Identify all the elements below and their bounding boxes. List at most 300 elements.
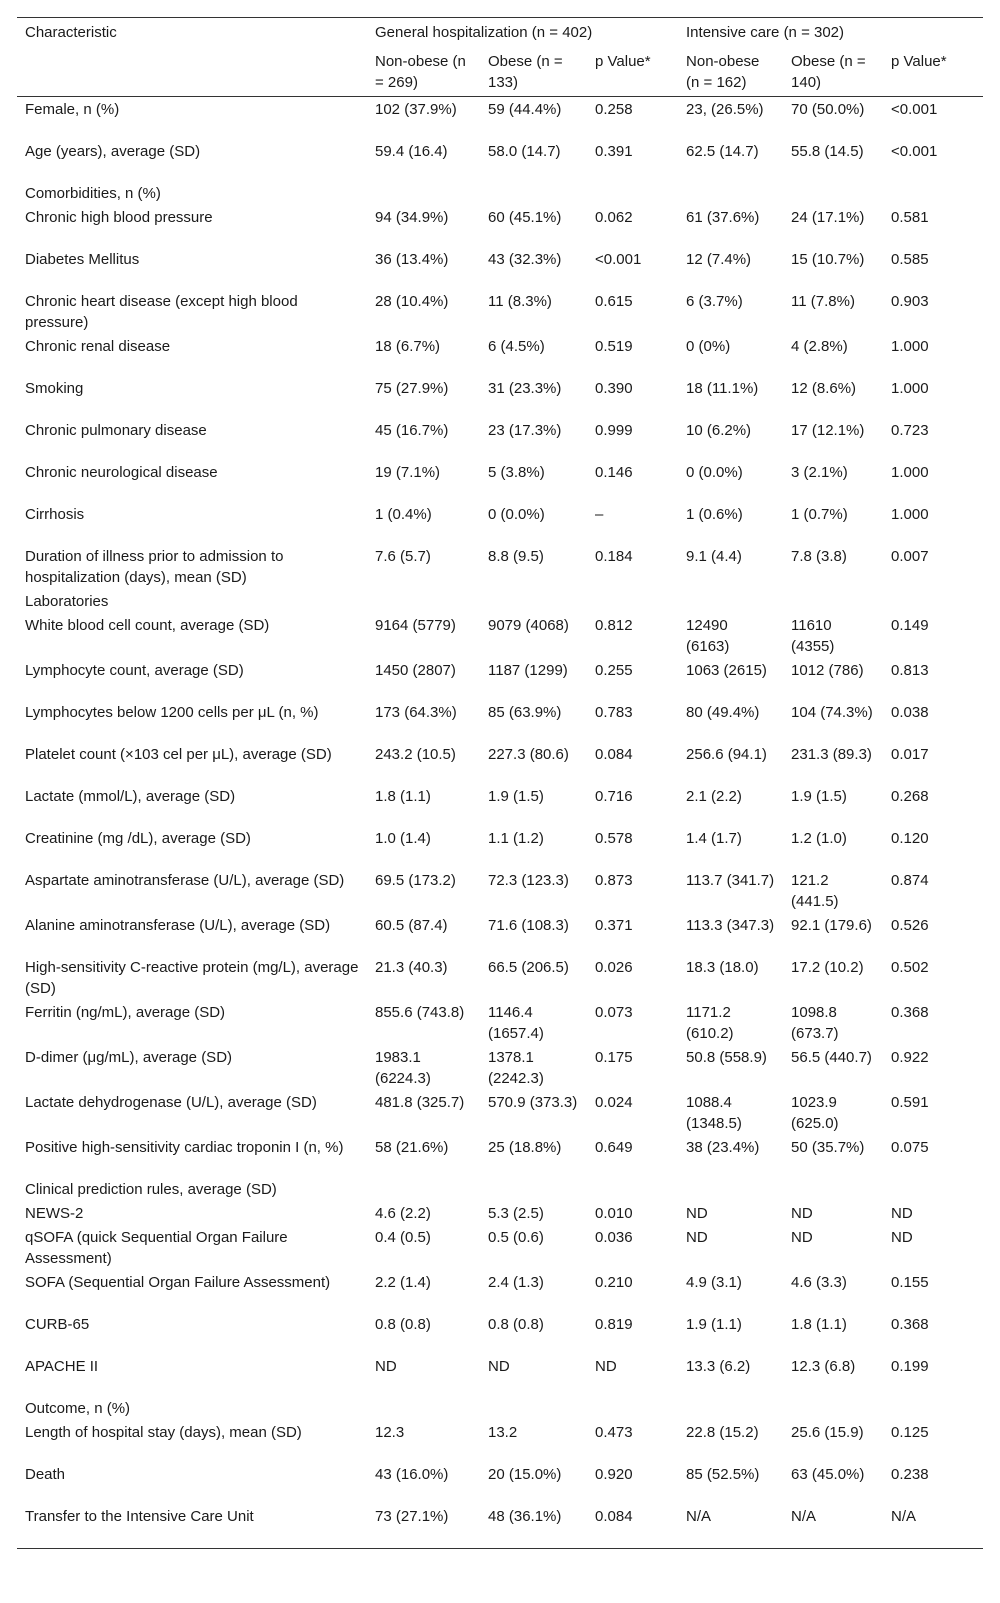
cell-gen-obese xyxy=(480,1396,587,1420)
cell-icu-nonobese: 13.3 (6.2) xyxy=(686,1358,751,1375)
cell-gen-obese: 8.8 (9.5) xyxy=(488,548,544,565)
cell-gen-p: 0.175 xyxy=(595,1049,633,1066)
cell-icu-nonobese: 113.7 (341.7) xyxy=(686,872,775,889)
cell-gen-obese: 227.3 (80.6) xyxy=(488,746,569,763)
cell-gen-p: 0.390 xyxy=(595,380,633,397)
section-row xyxy=(17,589,983,613)
cell-icu-p: 0.075 xyxy=(891,1139,929,1156)
cell-icu-obese xyxy=(783,589,883,613)
table-row xyxy=(17,1420,983,1462)
cell-icu-p: 0.149 xyxy=(891,617,929,634)
row-label: Duration of illness prior to admission to hospitalization (days), mean (SD) xyxy=(25,548,284,586)
cell-gen-nonobese: 19 (7.1%) xyxy=(375,464,441,481)
cell-gen-obese: 11 (8.3%) xyxy=(488,293,552,310)
row-label: Lymphocyte count, average (SD) xyxy=(25,662,244,679)
cell-icu-obese: 55.8 (14.5) xyxy=(791,143,864,160)
cell-icu-nonobese: 38 (23.4%) xyxy=(686,1139,760,1156)
row-label: Platelet count (×103 cel per μL), average (SD) xyxy=(25,746,332,763)
cell-icu-p: 0.007 xyxy=(891,548,929,565)
cell-icu-obese: N/A xyxy=(783,1504,883,1549)
row-label: CURB-65 xyxy=(25,1316,90,1333)
cell-icu-obese: 11 (7.8%) xyxy=(791,293,855,310)
cell-icu-p: 0.038 xyxy=(891,704,929,721)
cell-gen-nonobese: 12.3 xyxy=(375,1424,405,1441)
row-label: Chronic high blood pressure xyxy=(25,209,213,226)
cell-icu-obese: 12 (8.6%) xyxy=(791,380,857,397)
row-label: Creatinine (mg /dL), average (SD) xyxy=(25,830,251,847)
cell-gen-obese: 31 (23.3%) xyxy=(488,380,562,397)
cell-icu-nonobese: 18.3 (18.0) xyxy=(686,959,759,976)
cell-gen-p xyxy=(587,181,678,205)
row-label: Death xyxy=(25,1466,66,1483)
row-label: qSOFA (quick Sequential Organ Failure Assessment) xyxy=(25,1229,288,1267)
section-row xyxy=(17,1177,983,1201)
cell-gen-obese: 1187 (1299) xyxy=(488,662,568,679)
cell-gen-obese: 2.4 (1.3) xyxy=(488,1274,544,1291)
cell-gen-obese: 85 (63.9%) xyxy=(488,704,562,721)
cell-icu-nonobese: 12 (7.4%) xyxy=(686,251,752,268)
table-row xyxy=(17,913,983,955)
table-row xyxy=(17,1354,983,1396)
cell-icu-p xyxy=(883,1396,983,1420)
cell-gen-obese: 58.0 (14.7) xyxy=(488,143,561,160)
cell-gen-p: 0.473 xyxy=(595,1424,633,1441)
header-gen-obese: Obese (n = 133) xyxy=(480,49,587,97)
cell-gen-p xyxy=(587,1396,678,1420)
cell-icu-obese: 56.5 (440.7) xyxy=(791,1049,872,1066)
cell-icu-obese: 231.3 (89.3) xyxy=(791,746,872,763)
cell-gen-nonobese: ND xyxy=(375,1358,397,1375)
header-icu-nonobese: Non-obese (n = 162) xyxy=(678,49,783,97)
cell-icu-obese: 3 (2.1%) xyxy=(791,464,848,481)
table-row xyxy=(17,502,983,544)
cell-icu-nonobese: 18 (11.1%) xyxy=(686,380,759,397)
cell-icu-nonobese xyxy=(678,1177,783,1201)
cell-icu-nonobese: 22.8 (15.2) xyxy=(686,1424,759,1441)
cell-gen-p: 0.062 xyxy=(595,209,633,226)
cell-icu-obese: 25.6 (15.9) xyxy=(791,1424,864,1441)
cell-icu-obese: 17.2 (10.2) xyxy=(791,959,864,976)
cell-gen-nonobese: 60.5 (87.4) xyxy=(375,917,448,934)
cell-gen-obese: 1.1 (1.2) xyxy=(488,830,544,847)
cell-gen-nonobese: 855.6 (743.8) xyxy=(375,1004,465,1021)
cell-icu-p: 0.155 xyxy=(891,1274,929,1291)
cell-icu-nonobese: 12490 (6163) xyxy=(686,617,730,655)
table-row xyxy=(17,1201,983,1225)
cell-gen-nonobese xyxy=(367,589,480,613)
cell-icu-obese: 15 (10.7%) xyxy=(791,251,865,268)
table-row xyxy=(17,742,983,784)
cell-icu-obese: 1.8 (1.1) xyxy=(791,1316,847,1333)
cell-gen-obese: ND xyxy=(488,1358,510,1375)
cell-icu-obese: 50 (35.7%) xyxy=(791,1139,865,1156)
cell-icu-p: 0.585 xyxy=(891,251,929,268)
cell-icu-obese: 1012 (786) xyxy=(791,662,864,679)
cell-icu-obese: 104 (74.3%) xyxy=(791,704,873,721)
cell-icu-obese: 1098.8 (673.7) xyxy=(791,1004,839,1042)
cell-gen-nonobese xyxy=(367,1396,480,1420)
cell-gen-obese: 25 (18.8%) xyxy=(488,1139,562,1156)
cell-gen-obese: 1378.1 (2242.3) xyxy=(488,1049,544,1087)
table-row xyxy=(17,784,983,826)
cell-icu-nonobese: N/A xyxy=(678,1504,783,1549)
header-icu-group: Intensive care (n = 302) xyxy=(678,18,983,50)
row-label: Length of hospital stay (days), mean (SD) xyxy=(25,1424,302,1441)
table-container xyxy=(17,17,983,1549)
cell-icu-nonobese: 0 (0%) xyxy=(686,338,731,355)
row-label: Alanine aminotransferase (U/L), average (SD) xyxy=(25,917,331,934)
cell-icu-nonobese: 1.4 (1.7) xyxy=(686,830,742,847)
cell-icu-p xyxy=(883,1177,983,1201)
cell-gen-p: 0.999 xyxy=(595,422,633,439)
cell-icu-obese: 1.2 (1.0) xyxy=(791,830,847,847)
table-row xyxy=(17,139,983,181)
cell-gen-nonobese: 7.6 (5.7) xyxy=(375,548,431,565)
cell-gen-nonobese: 73 (27.1%) xyxy=(367,1504,480,1549)
header-gen-p: p Value* xyxy=(587,49,678,97)
cell-icu-p: 0.502 xyxy=(891,959,929,976)
cell-icu-p: 0.903 xyxy=(891,293,929,310)
cell-gen-nonobese: 59.4 (16.4) xyxy=(375,143,448,160)
characteristics-table xyxy=(17,17,983,1549)
cell-icu-p: 1.000 xyxy=(891,506,929,523)
header-general-group: General hospitalization (n = 402) xyxy=(367,18,678,50)
cell-gen-p: 0.210 xyxy=(595,1274,633,1291)
table-row xyxy=(17,247,983,289)
cell-icu-p: 0.591 xyxy=(891,1094,929,1111)
row-label: Lactate (mmol/L), average (SD) xyxy=(25,788,236,805)
cell-gen-nonobese: 43 (16.0%) xyxy=(375,1466,449,1483)
cell-icu-nonobese: 113.3 (347.3) xyxy=(686,917,775,934)
cell-icu-obese: 24 (17.1%) xyxy=(791,209,865,226)
cell-icu-nonobese: 85 (52.5%) xyxy=(686,1466,760,1483)
cell-icu-nonobese: 1.9 (1.1) xyxy=(686,1316,742,1333)
table-row xyxy=(17,1225,983,1270)
cell-gen-p: 0.819 xyxy=(595,1316,633,1333)
row-label: Cirrhosis xyxy=(25,506,85,523)
row-label: Aspartate aminotransferase (U/L), average (SD) xyxy=(25,872,345,889)
header-icu-obese: Obese (n = 140) xyxy=(783,49,883,97)
row-label: White blood cell count, average (SD) xyxy=(25,617,270,634)
cell-gen-p: 0.371 xyxy=(595,917,633,934)
table-row xyxy=(17,1462,983,1504)
table-row xyxy=(17,1270,983,1312)
row-label: Ferritin (ng/mL), average (SD) xyxy=(25,1004,226,1021)
cell-icu-p: 0.922 xyxy=(891,1049,929,1066)
cell-gen-obese: 5.3 (2.5) xyxy=(488,1205,544,1222)
header-gen-nonobese: Non-obese (n = 269) xyxy=(367,49,480,97)
table-row xyxy=(17,1312,983,1354)
table-row xyxy=(17,97,983,140)
cell-gen-p: – xyxy=(595,506,604,523)
cell-gen-p: 0.519 xyxy=(595,338,633,355)
table-row xyxy=(17,868,983,913)
cell-gen-nonobese: 45 (16.7%) xyxy=(375,422,449,439)
cell-gen-obese: 23 (17.3%) xyxy=(488,422,562,439)
cell-gen-p: 0.073 xyxy=(595,1004,633,1021)
section-label: Comorbidities, n (%) xyxy=(25,185,161,202)
cell-gen-nonobese: 1.0 (1.4) xyxy=(375,830,431,847)
cell-icu-obese: 4 (2.8%) xyxy=(791,338,848,355)
table-row xyxy=(17,700,983,742)
cell-gen-p: 0.615 xyxy=(595,293,633,310)
cell-gen-nonobese: 0.4 (0.5) xyxy=(375,1229,431,1246)
cell-gen-obese: 66.5 (206.5) xyxy=(488,959,569,976)
cell-gen-p: 0.649 xyxy=(595,1139,633,1156)
cell-icu-obese: 7.8 (3.8) xyxy=(791,548,847,565)
cell-gen-nonobese: 36 (13.4%) xyxy=(375,251,449,268)
cell-icu-obese: 70 (50.0%) xyxy=(791,101,865,118)
cell-icu-obese: 11610 (4355) xyxy=(791,617,835,655)
table-row xyxy=(17,334,983,376)
cell-gen-p xyxy=(587,589,678,613)
row-label: Age (years), average (SD) xyxy=(25,143,201,160)
row-label: NEWS-2 xyxy=(25,1205,84,1222)
cell-icu-nonobese xyxy=(678,181,783,205)
cell-gen-nonobese: 173 (64.3%) xyxy=(375,704,457,721)
row-label: D-dimer (μg/mL), average (SD) xyxy=(25,1049,233,1066)
cell-gen-obese: 59 (44.4%) xyxy=(488,101,562,118)
cell-gen-obese: 13.2 xyxy=(488,1424,518,1441)
cell-icu-p: 0.368 xyxy=(891,1316,929,1333)
cell-icu-obese: 92.1 (179.6) xyxy=(791,917,872,934)
cell-icu-p: <0.001 xyxy=(891,101,938,118)
table-row xyxy=(17,544,983,589)
cell-gen-p: 0.391 xyxy=(595,143,633,160)
cell-gen-p: 0.184 xyxy=(595,548,633,565)
cell-gen-nonobese: 18 (6.7%) xyxy=(375,338,441,355)
cell-gen-obese: 5 (3.8%) xyxy=(488,464,545,481)
table-row xyxy=(17,205,983,247)
cell-icu-obese xyxy=(783,1177,883,1201)
cell-gen-obese: 6 (4.5%) xyxy=(488,338,545,355)
cell-gen-p: 0.084 xyxy=(595,746,633,763)
cell-icu-obese: 1.9 (1.5) xyxy=(791,788,847,805)
cell-icu-nonobese: 1171.2 (610.2) xyxy=(686,1004,734,1042)
cell-icu-nonobese: ND xyxy=(686,1229,708,1246)
cell-gen-obese: 71.6 (108.3) xyxy=(488,917,569,934)
cell-gen-p: 0.716 xyxy=(595,788,633,805)
cell-gen-nonobese: 1.8 (1.1) xyxy=(375,788,431,805)
cell-icu-nonobese: 1088.4 (1348.5) xyxy=(686,1094,742,1132)
row-label: Diabetes Mellitus xyxy=(25,251,140,268)
cell-icu-p: 0.526 xyxy=(891,917,929,934)
cell-gen-p: 0.873 xyxy=(595,872,633,889)
cell-gen-obese xyxy=(480,589,587,613)
cell-gen-p: 0.024 xyxy=(595,1094,633,1111)
cell-icu-obese xyxy=(783,1396,883,1420)
cell-gen-obese: 570.9 (373.3) xyxy=(488,1094,578,1111)
table-row xyxy=(17,1045,983,1090)
cell-gen-nonobese: 9164 (5779) xyxy=(375,617,456,634)
cell-icu-obese: 1023.9 (625.0) xyxy=(791,1094,839,1132)
table-row xyxy=(17,613,983,658)
cell-gen-p: ND xyxy=(595,1358,617,1375)
cell-icu-p: 0.813 xyxy=(891,662,929,679)
cell-gen-obese: 60 (45.1%) xyxy=(488,209,562,226)
cell-gen-nonobese: 21.3 (40.3) xyxy=(375,959,448,976)
row-label: Lactate dehydrogenase (U/L), average (SD) xyxy=(25,1094,317,1111)
cell-icu-p xyxy=(883,181,983,205)
cell-gen-p: 0.036 xyxy=(595,1229,633,1246)
cell-gen-obese: 20 (15.0%) xyxy=(488,1466,562,1483)
cell-gen-nonobese: 4.6 (2.2) xyxy=(375,1205,431,1222)
cell-icu-nonobese: 61 (37.6%) xyxy=(686,209,760,226)
cell-icu-obese xyxy=(783,181,883,205)
cell-icu-nonobese: 10 (6.2%) xyxy=(686,422,752,439)
cell-icu-p: 0.723 xyxy=(891,422,929,439)
cell-icu-nonobese: 23, (26.5%) xyxy=(686,101,764,118)
cell-icu-obese: 17 (12.1%) xyxy=(791,422,865,439)
section-label: Clinical prediction rules, average (SD) xyxy=(25,1181,277,1198)
cell-gen-p: 0.255 xyxy=(595,662,633,679)
cell-gen-p: 0.578 xyxy=(595,830,633,847)
cell-gen-obese: 0.5 (0.6) xyxy=(488,1229,544,1246)
table-row xyxy=(17,418,983,460)
section-label: Outcome, n (%) xyxy=(25,1400,131,1417)
cell-gen-nonobese: 75 (27.9%) xyxy=(375,380,449,397)
cell-gen-obese xyxy=(480,1177,587,1201)
cell-gen-obese: 43 (32.3%) xyxy=(488,251,562,268)
table-row xyxy=(17,1090,983,1135)
cell-icu-nonobese: 4.9 (3.1) xyxy=(686,1274,742,1291)
cell-gen-obese: 1.9 (1.5) xyxy=(488,788,544,805)
row-label: Chronic pulmonary disease xyxy=(25,422,207,439)
cell-icu-obese: 121.2 (441.5) xyxy=(791,872,839,910)
table-row xyxy=(17,658,983,700)
cell-icu-nonobese: 1063 (2615) xyxy=(686,662,767,679)
cell-icu-p: 0.120 xyxy=(891,830,929,847)
cell-icu-nonobese xyxy=(678,589,783,613)
section-label: Laboratories xyxy=(25,593,109,610)
cell-icu-p: 0.581 xyxy=(891,209,929,226)
cell-gen-nonobese: 481.8 (325.7) xyxy=(375,1094,465,1111)
cell-gen-obese: 72.3 (123.3) xyxy=(488,872,569,889)
cell-icu-p: 0.368 xyxy=(891,1004,929,1021)
table-body xyxy=(17,97,983,1549)
cell-gen-p: 0.258 xyxy=(595,101,633,118)
cell-icu-obese: 12.3 (6.8) xyxy=(791,1358,856,1375)
table-header xyxy=(17,18,983,97)
cell-gen-nonobese: 58 (21.6%) xyxy=(375,1139,449,1156)
cell-gen-nonobese: 0.8 (0.8) xyxy=(375,1316,431,1333)
table-row xyxy=(17,1000,983,1045)
row-label: Positive high-sensitivity cardiac troponin I (n, %) xyxy=(25,1139,344,1156)
cell-icu-obese: ND xyxy=(791,1229,813,1246)
cell-gen-p: 0.146 xyxy=(595,464,633,481)
row-label: Female, n (%) xyxy=(25,101,120,118)
cell-gen-nonobese: 2.2 (1.4) xyxy=(375,1274,431,1291)
cell-icu-obese: 1 (0.7%) xyxy=(791,506,848,523)
cell-gen-nonobese: 243.2 (10.5) xyxy=(375,746,456,763)
section-row xyxy=(17,1396,983,1420)
cell-icu-nonobese: 62.5 (14.7) xyxy=(686,143,759,160)
cell-icu-nonobese: 1 (0.6%) xyxy=(686,506,743,523)
cell-icu-p: 0.874 xyxy=(891,872,929,889)
row-label: SOFA (Sequential Organ Failure Assessment) xyxy=(25,1274,331,1291)
cell-gen-obese: 48 (36.1%) xyxy=(480,1504,587,1549)
section-row xyxy=(17,181,983,205)
cell-icu-p: 1.000 xyxy=(891,464,929,481)
cell-gen-p: 0.010 xyxy=(595,1205,633,1222)
cell-icu-p xyxy=(883,589,983,613)
cell-gen-nonobese xyxy=(367,1177,480,1201)
row-label: APACHE II xyxy=(25,1358,99,1375)
row-label: Chronic heart disease (except high blood pressure) xyxy=(25,293,298,331)
cell-gen-p xyxy=(587,1177,678,1201)
cell-gen-obese: 0 (0.0%) xyxy=(488,506,545,523)
table-row xyxy=(17,376,983,418)
cell-icu-nonobese: 80 (49.4%) xyxy=(686,704,760,721)
cell-gen-obese: 1146.4 (1657.4) xyxy=(488,1004,544,1042)
cell-icu-nonobese: 6 (3.7%) xyxy=(686,293,743,310)
cell-icu-obese: 63 (45.0%) xyxy=(791,1466,865,1483)
cell-icu-p: 0.268 xyxy=(891,788,929,805)
cell-icu-p: 0.125 xyxy=(891,1424,929,1441)
cell-icu-nonobese: 0 (0.0%) xyxy=(686,464,743,481)
table-row xyxy=(17,1135,983,1177)
cell-icu-nonobese: 50.8 (558.9) xyxy=(686,1049,767,1066)
row-label: Chronic neurological disease xyxy=(25,464,218,481)
cell-gen-obese xyxy=(480,181,587,205)
cell-icu-p: N/A xyxy=(883,1504,983,1549)
cell-gen-nonobese: 94 (34.9%) xyxy=(375,209,449,226)
table-row xyxy=(17,826,983,868)
cell-icu-nonobese: 2.1 (2.2) xyxy=(686,788,742,805)
cell-gen-p: 0.026 xyxy=(595,959,633,976)
cell-icu-p: 1.000 xyxy=(891,338,929,355)
cell-gen-nonobese: 1983.1 (6224.3) xyxy=(375,1049,431,1087)
cell-gen-nonobese: 102 (37.9%) xyxy=(375,101,457,118)
header-characteristic: Characteristic xyxy=(17,18,367,97)
cell-gen-nonobese: 28 (10.4%) xyxy=(375,293,449,310)
cell-icu-nonobese xyxy=(678,1396,783,1420)
table-row xyxy=(17,460,983,502)
cell-gen-p: 0.920 xyxy=(595,1466,633,1483)
cell-icu-nonobese: 256.6 (94.1) xyxy=(686,746,767,763)
table-row xyxy=(17,289,983,334)
cell-icu-nonobese: ND xyxy=(686,1205,708,1222)
row-label: Chronic renal disease xyxy=(25,338,171,355)
cell-icu-p: 0.199 xyxy=(891,1358,929,1375)
cell-gen-nonobese: 1 (0.4%) xyxy=(375,506,432,523)
cell-icu-p: 0.017 xyxy=(891,746,929,763)
cell-gen-p: 0.812 xyxy=(595,617,633,634)
cell-icu-p: 1.000 xyxy=(891,380,929,397)
cell-gen-nonobese: 1450 (2807) xyxy=(375,662,456,679)
cell-icu-p: ND xyxy=(891,1205,913,1222)
cell-gen-obese: 9079 (4068) xyxy=(488,617,569,634)
row-label: Transfer to the Intensive Care Unit xyxy=(17,1504,367,1549)
cell-gen-nonobese: 69.5 (173.2) xyxy=(375,872,456,889)
cell-icu-obese: ND xyxy=(791,1205,813,1222)
row-label: Smoking xyxy=(25,380,84,397)
cell-icu-p: ND xyxy=(891,1229,913,1246)
cell-icu-nonobese: 9.1 (4.4) xyxy=(686,548,742,565)
cell-gen-p: 0.084 xyxy=(587,1504,678,1549)
header-icu-p: p Value* xyxy=(883,49,983,97)
table-row xyxy=(17,955,983,1000)
row-label: Lymphocytes below 1200 cells per μL (n, %) xyxy=(25,704,319,721)
cell-icu-p: 0.238 xyxy=(891,1466,929,1483)
cell-gen-obese: 0.8 (0.8) xyxy=(488,1316,544,1333)
cell-gen-nonobese xyxy=(367,181,480,205)
cell-icu-p: <0.001 xyxy=(891,143,938,160)
cell-gen-p: <0.001 xyxy=(595,251,642,268)
row-label: High-sensitivity C-reactive protein (mg/L), average (SD) xyxy=(25,959,359,997)
table-row xyxy=(17,1504,983,1549)
cell-gen-p: 0.783 xyxy=(595,704,633,721)
